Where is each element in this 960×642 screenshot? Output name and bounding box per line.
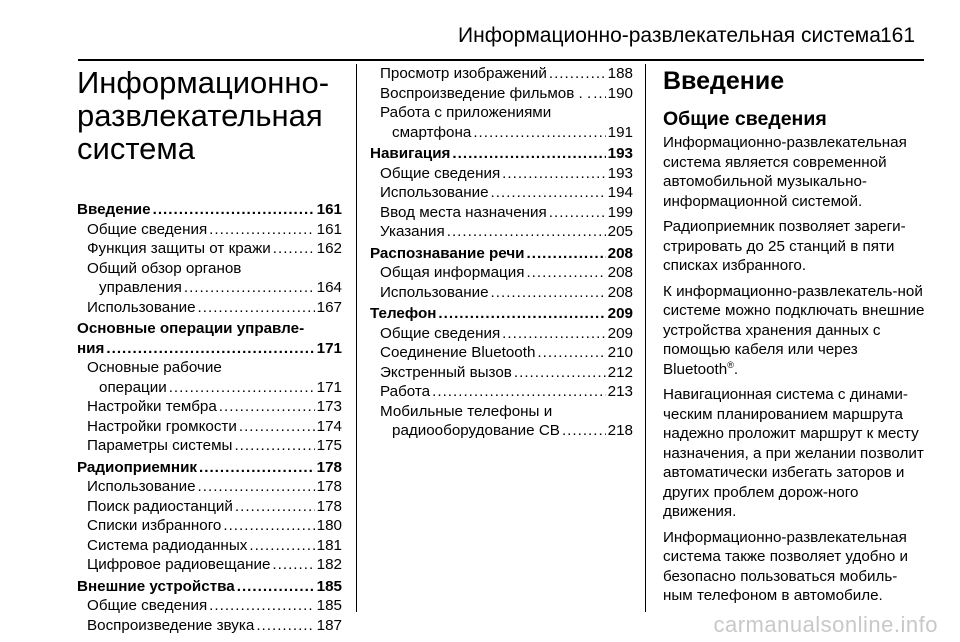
dot-leader	[209, 220, 314, 240]
toc-entry[interactable]	[77, 497, 342, 517]
toc-entry-label: Функция защиты от кражи	[87, 240, 271, 257]
toc-page-number: 185	[316, 597, 342, 614]
dot-leader	[514, 363, 606, 383]
paragraph: К информационно-развлекатель-ной системе можно подключать внешние устройства хранения данных с помощью кабеля или через Bluetooth®.	[663, 282, 925, 378]
dot-leader	[256, 616, 314, 636]
toc-entry-label: Работа с приложениями	[380, 104, 552, 121]
toc-entry[interactable]	[370, 222, 633, 242]
subsection-title: Общие сведения	[663, 108, 827, 130]
dot-leader	[219, 397, 315, 417]
toc-entry-label: Списки избранного	[87, 517, 222, 534]
toc-entry[interactable]	[370, 324, 633, 344]
dot-leader	[272, 555, 314, 575]
toc-entry-label: Параметры системы	[87, 437, 233, 454]
toc-page-number: 161	[316, 201, 342, 218]
toc-page-number: 193	[607, 145, 633, 162]
dot-leader	[438, 304, 605, 324]
toc-page-number: 164	[316, 279, 342, 296]
toc-page-number: 208	[607, 264, 633, 281]
dot-leader	[491, 183, 606, 203]
dot-leader	[234, 436, 314, 456]
toc-entry-label: Воспроизведение фильмов . .	[380, 84, 592, 102]
toc-page-number: 173	[316, 398, 342, 415]
toc-entry[interactable]	[77, 458, 342, 478]
toc-page-number: 185	[316, 577, 342, 595]
toc-entry[interactable]	[77, 339, 342, 359]
toc-entry[interactable]	[77, 536, 342, 556]
toc-entry-label: Поиск радиостанций	[87, 497, 233, 515]
toc-entry-label: Система радиоданных	[87, 536, 248, 554]
toc-page-number: 178	[316, 458, 342, 476]
toc-entry[interactable]	[370, 123, 633, 143]
dot-leader	[527, 244, 606, 264]
toc-page-number: 181	[316, 536, 342, 554]
dot-leader	[473, 123, 605, 143]
toc-entry[interactable]	[370, 382, 633, 402]
toc-entry-label: Общий обзор органов	[87, 259, 242, 277]
toc-entry[interactable]	[370, 343, 633, 363]
toc-page-number: 178	[316, 497, 342, 515]
column-divider	[356, 64, 357, 612]
paragraph: Информационно-развлекательная система также позволяет удобно и безопасно пользоваться мобиль-ным телефоном в автомобиле.	[663, 528, 909, 604]
toc-entry-label: Ввод места назначения	[380, 203, 547, 221]
toc-page-number: 175	[316, 437, 342, 454]
toc-entry[interactable]	[77, 417, 342, 437]
toc-entry[interactable]	[370, 421, 633, 441]
toc-entry[interactable]	[370, 244, 633, 264]
table-of-contents	[370, 64, 633, 441]
dot-leader	[537, 343, 605, 363]
toc-entry-label: Использование	[380, 184, 489, 201]
toc-page-number: 218	[607, 422, 633, 439]
toc-entry-label: Внешние устройства	[77, 577, 235, 595]
chapter-title: Информационно- развлекательная система	[77, 65, 330, 166]
toc-page-number: 187	[316, 616, 342, 634]
toc-entry[interactable]	[77, 516, 342, 536]
toc-page-number: 167	[316, 298, 342, 316]
toc-page-number: 209	[607, 324, 633, 342]
toc-entry-label: Указания	[380, 223, 445, 240]
toc-page-number: 193	[607, 164, 633, 182]
toc-entry-label: управления	[99, 279, 182, 296]
toc-entry[interactable]	[370, 84, 633, 104]
toc-entry-label: Мобильные телефоны и	[380, 402, 553, 420]
toc-entry-label: Использование	[87, 478, 196, 495]
toc-entry[interactable]	[77, 200, 342, 220]
intro-column	[663, 64, 925, 612]
toc-entry-label: Распознавание речи	[370, 244, 525, 262]
dot-leader	[249, 536, 314, 556]
toc-page-number: 210	[607, 344, 633, 361]
dot-leader	[452, 144, 605, 164]
toc-entry-label: Настройки тембра	[87, 398, 217, 415]
toc-page-number: 161	[316, 220, 342, 238]
toc-entry-label: Использование	[380, 283, 489, 301]
toc-page-number: 178	[316, 478, 342, 495]
registered-mark: ®	[727, 359, 734, 370]
toc-entry-label: Основные операции управле-	[77, 320, 305, 337]
dot-leader	[502, 164, 605, 184]
table-of-contents	[77, 200, 342, 635]
toc-page-number: 213	[607, 383, 633, 400]
toc-entry[interactable]	[77, 616, 342, 636]
dot-leader	[237, 577, 315, 597]
toc-page-number: 190	[607, 84, 633, 102]
running-title: Информационно-развлекательная система	[458, 24, 881, 47]
toc-entry[interactable]	[77, 239, 342, 259]
toc-entry-label: Работа	[380, 383, 431, 400]
toc-entry[interactable]	[77, 436, 342, 456]
toc-page-number: 182	[316, 556, 342, 573]
toc-entry-label: Общие сведения	[380, 164, 501, 182]
toc-entry[interactable]	[370, 263, 633, 283]
toc-entry-label: радиооборудование CB	[392, 422, 560, 439]
paragraph: Навигационная система с динами-ческим планированием маршрута надежно проложит маршрут к месту назначения, а при желании позволит автоматически избегать заторов и других проблем дорож-ного движения.	[663, 386, 924, 520]
toc-entry-label: Основные рабочие	[87, 359, 222, 376]
dot-leader	[239, 417, 315, 437]
toc-page-number: 212	[607, 363, 633, 381]
toc-entry[interactable]	[77, 397, 342, 417]
toc-entry-label: Цифровое радиовещание	[87, 556, 271, 573]
toc-entry-label: Соединение Bluetooth	[380, 344, 536, 361]
section-title: Введение	[663, 67, 785, 95]
toc-entry-label: смартфона	[392, 123, 472, 141]
toc-entry-label: Телефон	[370, 305, 437, 322]
dot-leader	[209, 596, 314, 616]
toc-entry-label: Навигация	[370, 145, 451, 162]
dot-leader	[549, 64, 606, 84]
toc-entry-label: Общие сведения	[87, 597, 208, 614]
paragraph: Радиоприемник позволяет зареги-стрировать до 25 станций в пяти списках избранного.	[663, 218, 906, 274]
toc-entry[interactable]	[370, 363, 633, 383]
column-divider	[645, 64, 646, 612]
toc-entry-label: Воспроизведение звука	[87, 616, 255, 634]
toc-page-number: 180	[316, 517, 342, 534]
toc-entry[interactable]	[77, 477, 342, 497]
toc-page-number: 171	[316, 339, 342, 357]
toc-page-number: 194	[607, 184, 633, 201]
toc-page-number: 209	[607, 305, 633, 322]
toc-entry-label: Общая информация	[380, 264, 525, 281]
toc-column-2	[370, 64, 633, 441]
dot-leader	[432, 382, 606, 402]
dot-leader	[562, 421, 606, 441]
dot-leader	[549, 203, 606, 223]
dot-leader	[526, 263, 605, 283]
toc-page-number: 208	[607, 244, 633, 262]
dot-leader	[153, 200, 315, 220]
toc-entry[interactable]	[370, 304, 633, 324]
toc-entry[interactable]	[77, 596, 342, 616]
toc-entry[interactable]	[370, 144, 633, 164]
toc-page-number: 205	[607, 223, 633, 240]
dot-leader	[273, 239, 315, 259]
dot-leader	[184, 278, 315, 298]
toc-entry-label: Общие сведения	[380, 324, 501, 342]
dot-leader	[593, 84, 605, 104]
paragraph: Информационно-развлекательная система является современной автомобильной музыкально-информационной системой.	[663, 134, 907, 210]
toc-entry[interactable]	[77, 278, 342, 298]
toc-entry-label: Радиоприемник	[77, 458, 198, 476]
toc-entry-label: Настройки громкости	[87, 417, 237, 435]
toc-entry[interactable]	[370, 164, 633, 184]
toc-page-number: 162	[316, 240, 342, 257]
dot-leader	[223, 516, 314, 536]
toc-entry-label: ния	[77, 339, 105, 357]
watermark: carmanualsonline.info	[713, 612, 938, 637]
toc-entry[interactable]	[77, 220, 342, 240]
toc-entry[interactable]	[77, 378, 342, 398]
toc-entry[interactable]	[370, 203, 633, 223]
toc-entry[interactable]	[370, 283, 633, 303]
toc-entry-label: Просмотр изображений	[380, 65, 547, 82]
toc-page-number: 174	[316, 417, 342, 435]
toc-page-number: 199	[607, 203, 633, 221]
dot-leader	[502, 324, 605, 344]
dot-leader	[447, 222, 606, 242]
toc-column-1	[77, 64, 342, 635]
dot-leader	[198, 477, 315, 497]
toc-page-number: 171	[316, 378, 342, 396]
toc-entry-label: Введение	[77, 201, 151, 218]
toc-entry-label: Общие сведения	[87, 220, 208, 238]
dot-leader	[491, 283, 606, 303]
dot-leader	[235, 497, 315, 517]
page-number: 161	[880, 24, 916, 47]
toc-entry[interactable]	[77, 577, 342, 597]
dot-leader	[169, 378, 315, 398]
toc-page-number: 208	[607, 283, 633, 301]
toc-entry-label: Экстренный вызов	[380, 363, 512, 381]
toc-entry[interactable]	[370, 183, 633, 203]
header-rule	[78, 59, 924, 61]
toc-entry[interactable]	[77, 298, 342, 318]
toc-entry[interactable]	[370, 64, 633, 84]
dot-leader	[106, 339, 314, 359]
toc-entry-label: Использование	[87, 298, 196, 316]
toc-entry[interactable]	[77, 555, 342, 575]
toc-page-number: 191	[607, 123, 633, 141]
dot-leader	[199, 458, 315, 478]
dot-leader	[198, 298, 315, 318]
toc-entry-label: операции	[99, 378, 167, 396]
toc-page-number: 188	[607, 65, 633, 82]
